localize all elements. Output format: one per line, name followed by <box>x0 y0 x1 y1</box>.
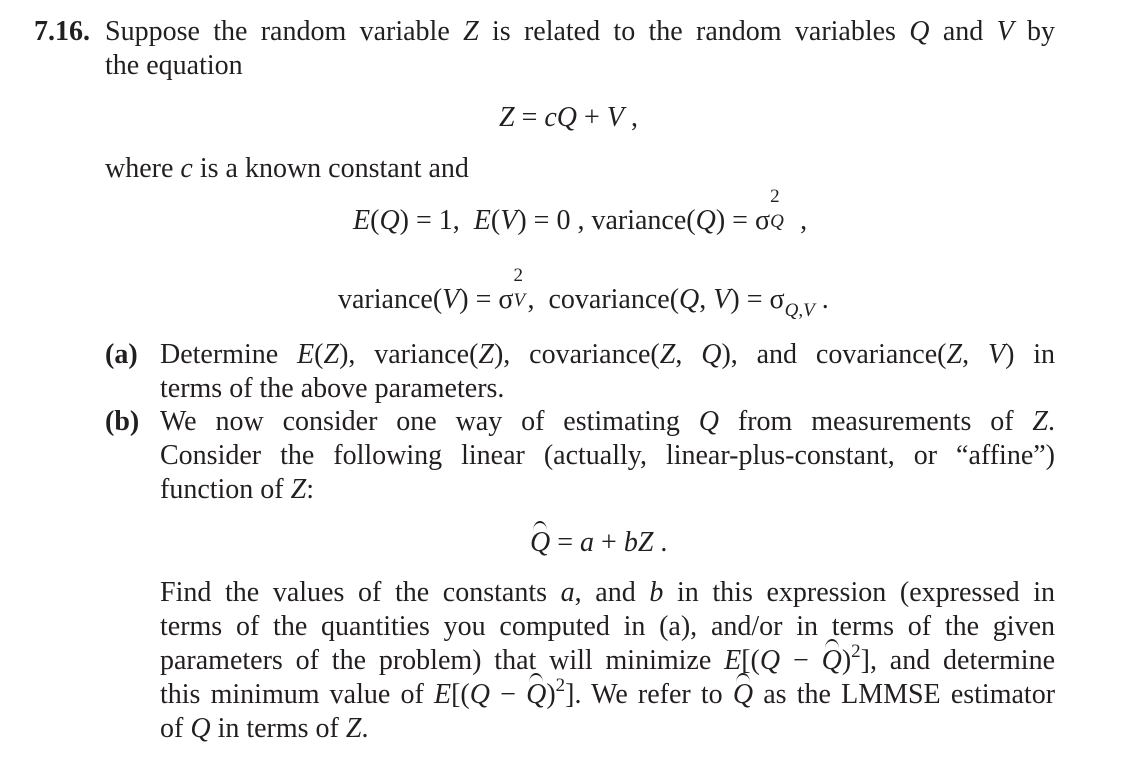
part-b-line-2: Consider the following linear (actually, linear-plus-constant, or “affine”) <box>160 440 1055 471</box>
intro-line-1: Suppose the random variable Z is related to the random variables Q and V by <box>105 16 1055 47</box>
part-b-line-7: this minimum value of $E[(Q - Q)^2]$. We refer to Q as the LMMSE estimator <box>160 675 1056 710</box>
estimator-equation: Q = a + bZ . <box>530 527 668 558</box>
equation-params-1: E(Q) = 1, E(V) = 0 , variance(Q) = σ 2 Q , <box>353 186 808 236</box>
where-text: where c is a known constant and <box>105 153 469 184</box>
part-b-line-8: of Q in terms of Z. <box>160 713 369 744</box>
part-b-line-3: function of Z: <box>160 474 314 505</box>
problem-number: 7.16. <box>34 16 90 47</box>
part-b-line-5: terms of the quantities you computed in (a), and/or in terms of the given <box>160 611 1055 642</box>
part-b-label: (b) <box>105 406 140 437</box>
equation-params-2: variance(V) = σ 2 V , covariance(Q, $V) = \sigma_{Q,V}$ . <box>338 265 829 321</box>
part-b-line-1: We now consider one way of estimating Q from measurements of Z. <box>160 406 1055 437</box>
part-b-line-4: Find the values of the constants a, and b in this expression (expressed in <box>160 577 1056 608</box>
part-a-label: (a) <box>105 339 138 370</box>
part-a-line-2: terms of the above parameters. <box>160 373 505 404</box>
intro-line-2: the equation <box>105 50 243 81</box>
part-a-line-1: Determine E(Z), variance(Z), covariance(Z, Q), and covariance(Z, V) in <box>160 339 1056 370</box>
part-b-line-6: parameters of the problem) that will minimize $E[(Q - Q)^2]$, and determine <box>160 641 1056 676</box>
equation-main: Z = cQ + V , <box>499 102 638 133</box>
